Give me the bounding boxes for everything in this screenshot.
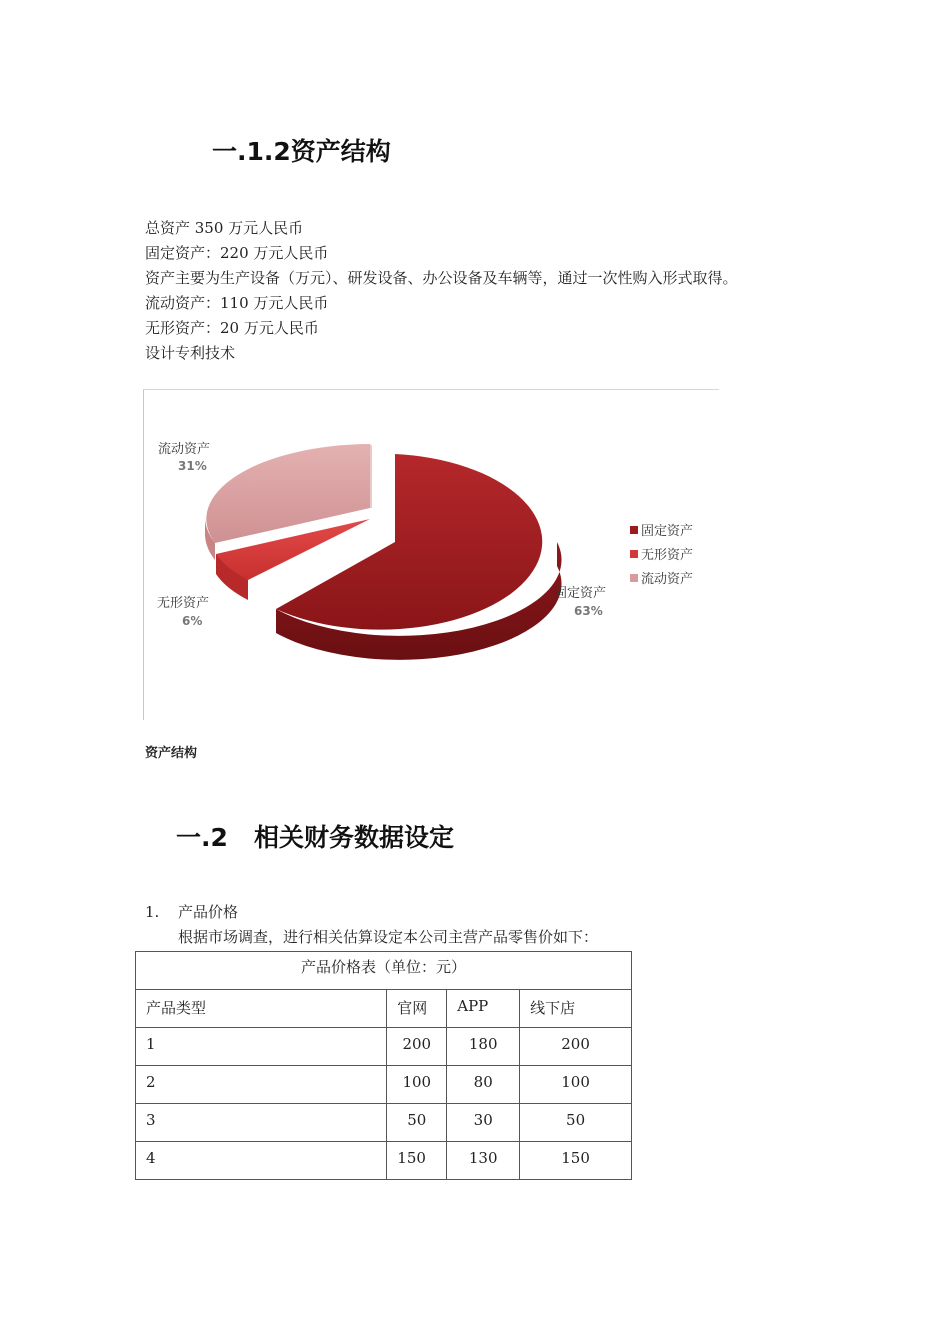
table-row [136, 1028, 632, 1066]
legend-swatch-current [630, 574, 638, 582]
table-cell: 150 [387, 1142, 447, 1180]
text-line: 无形资产：20 万元人民币 [145, 319, 319, 337]
table-cell: 100 [387, 1066, 447, 1104]
data-label-current-value: 31% [178, 459, 207, 473]
price-table [135, 951, 632, 1180]
table-header-cell: 产品类型 [136, 990, 387, 1028]
table-title: 产品价格表（单位：元） [136, 952, 632, 990]
table-cell: 80 [447, 1066, 520, 1104]
data-label-current-name: 流动资产 [158, 442, 211, 457]
table-cell: 1 [136, 1028, 387, 1066]
section-heading-asset-structure: 一.1.2资产结构 [212, 137, 391, 166]
table-cell: 50 [387, 1104, 447, 1142]
legend-label-fixed: 固定资产 [641, 524, 694, 539]
table-header-cell: 线下店 [520, 990, 632, 1028]
text-line: 设计专利技术 [145, 344, 236, 362]
text-line: 固定资产：220 万元人民币 [145, 244, 329, 262]
legend-label-current: 流动资产 [641, 572, 694, 587]
pie-chart-svg [144, 390, 719, 720]
table-cell: 50 [520, 1104, 632, 1142]
table-cell: 130 [447, 1142, 520, 1180]
table-row [136, 1104, 632, 1142]
table-row [136, 1142, 632, 1180]
table-cell: 2 [136, 1066, 387, 1104]
asset-structure-chart [143, 389, 719, 720]
table-cell: 3 [136, 1104, 387, 1142]
chart-caption: 资产结构 [145, 746, 198, 761]
list-item-number: 1. [145, 903, 160, 921]
intro-text: 根据市场调查，进行相关估算设定本公司主营产品零售价如下： [178, 928, 599, 946]
data-label-fixed-value: 63% [574, 604, 603, 618]
table-title-row [136, 952, 632, 990]
legend-swatch-intangible [630, 550, 638, 558]
table-cell: 100 [520, 1066, 632, 1104]
table-cell: 150 [520, 1142, 632, 1180]
table-cell: 180 [447, 1028, 520, 1066]
text-line: 总资产 350 万元人民币 [145, 219, 304, 237]
table-row [136, 1066, 632, 1104]
table-cell: 200 [387, 1028, 447, 1066]
table-header-cell: 官网 [387, 990, 447, 1028]
table-header-row [136, 990, 632, 1028]
text-line: 资产主要为生产设备（万元）、研发设备、办公设备及车辆等，通过一次性购入形式取得。 [145, 269, 738, 287]
chart-legend [630, 523, 693, 587]
pie-slice-current-edge [370, 444, 372, 508]
table-cell: 200 [520, 1028, 632, 1066]
asset-description [145, 216, 738, 366]
legend-swatch-fixed [630, 526, 638, 534]
data-label-intangible-value: 6% [182, 614, 203, 628]
data-label-intangible-name: 无形资产 [157, 596, 210, 611]
table-cell: 4 [136, 1142, 387, 1180]
table-cell: 30 [447, 1104, 520, 1142]
legend-label-intangible: 无形资产 [641, 548, 694, 563]
table-header-cell: APP [447, 990, 520, 1028]
list-item-title: 产品价格 [178, 903, 239, 921]
data-label-fixed-name: 固定资产 [554, 586, 607, 601]
section-heading-financial-data: 一.2 相关财务数据设定 [176, 823, 455, 852]
text-line: 流动资产：110 万元人民币 [145, 294, 329, 312]
